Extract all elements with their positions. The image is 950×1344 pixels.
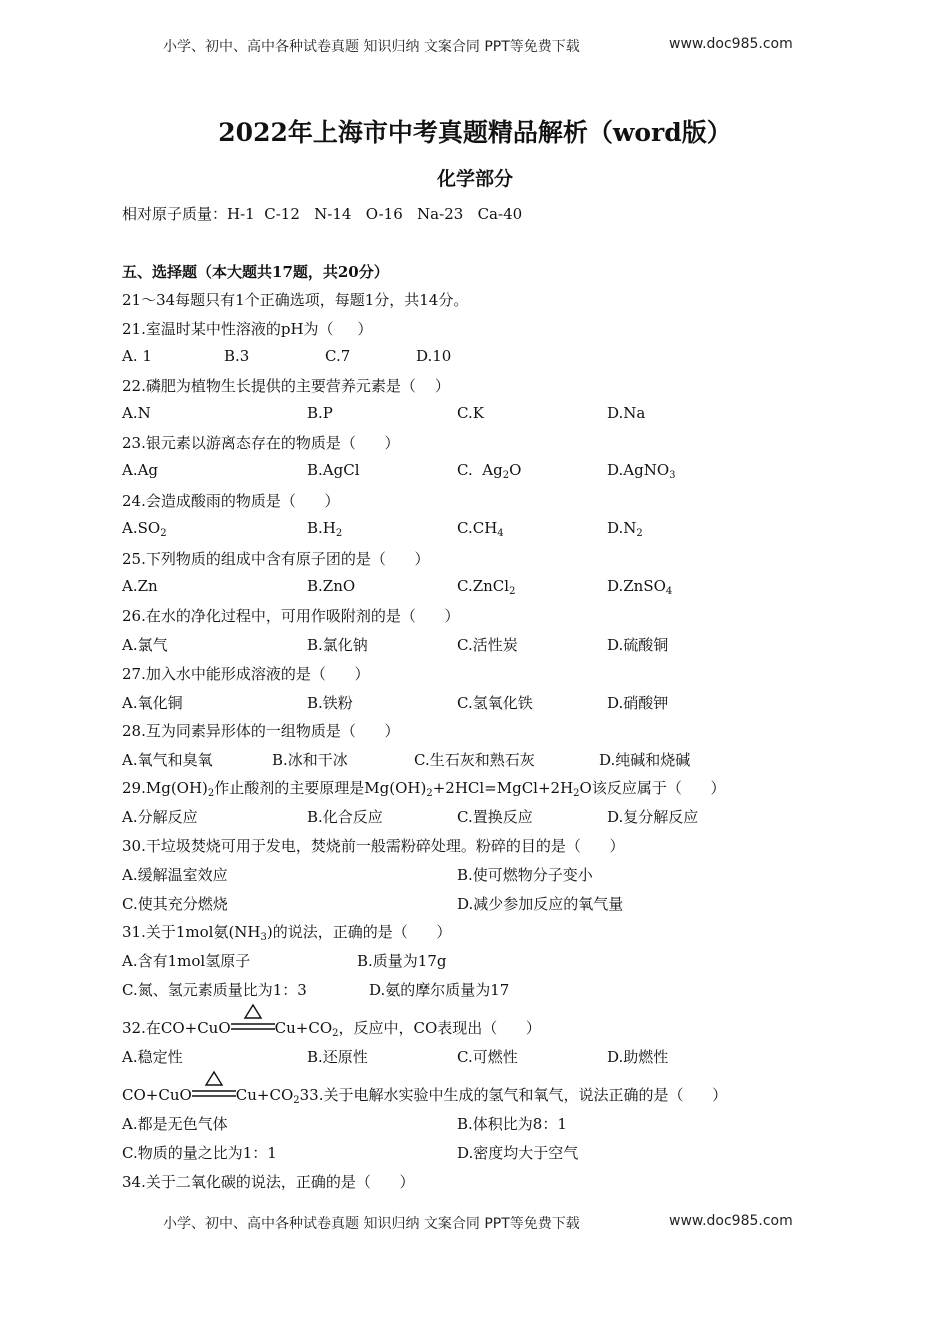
footer-text: 小学、初中、高中各种试卷真题 知识归纳 文案合同 PPT等免费下载 — [163, 1216, 580, 1232]
q28-option-a: A.氧气和臭氧 — [122, 751, 213, 769]
q28-option-b: B.冰和干冰 — [272, 751, 348, 769]
q33-stem: CO+CuO $Cu+CO_233$.关于电解水实验中生成的氢气和氧气，说法正确的是（ ） — [122, 1084, 727, 1106]
q27-option-c: C.氢氧化铁 — [457, 694, 533, 712]
q29-option-a: A.分解反应 — [122, 808, 198, 826]
q25-option-a: A.Zn — [122, 577, 158, 595]
q30-option-c: C.使其充分燃烧 — [122, 895, 228, 913]
q21-option-d: D.10 — [416, 347, 452, 365]
q21-option-c: C.7 — [325, 347, 351, 365]
q31-option-d: D.氨的摩尔质量为17 — [369, 981, 510, 999]
q25-option-c: C.ZnCl$_2$ — [457, 577, 516, 597]
section-note: 21～34每题只有1个正确选项，每题1分，共14分。 — [122, 291, 469, 309]
footer-url: www.doc985.com — [669, 1213, 793, 1229]
q24-option-c: $C.CH_4$ — [457, 519, 504, 539]
q21-stem: 21.室温时某中性溶液的pH为（ ） — [122, 320, 373, 338]
q29-stem: $29.Mg(OH)_2$作止酸剂的主要原理是$Mg(OH)_2+2HCl=MgCl+2H_2O$该反应属于（ ） — [122, 779, 726, 799]
heat-condition-symbol — [231, 1021, 275, 1033]
q29-option-b: B.化合反应 — [307, 808, 383, 826]
q22-option-a: A.N — [122, 404, 151, 422]
q21-option-a: A. 1 — [122, 347, 152, 365]
q26-option-b: B.氯化钠 — [307, 636, 368, 654]
q32-option-d: D.助燃性 — [607, 1048, 669, 1066]
q33-option-b: B.体积比为8：1 — [457, 1115, 567, 1133]
q27-option-d: D.硝酸钾 — [607, 694, 669, 712]
heat-condition-symbol — [192, 1088, 236, 1100]
q25-stem: 25.下列物质的组成中含有原子团的是（ ） — [122, 550, 430, 568]
q26-stem: 26.在水的净化过程中，可用作吸附剂的是（ ） — [122, 607, 460, 625]
q22-option-d: D.Na — [607, 404, 646, 422]
q25-option-d: D.ZnSO$_4$ — [607, 577, 673, 597]
header-text: 小学、初中、高中各种试卷真题 知识归纳 文案合同 PPT等免费下载 — [163, 39, 580, 55]
q21-option-b: B.3 — [224, 347, 250, 365]
q24-stem: 24.会造成酸雨的物质是（ ） — [122, 492, 340, 510]
q31-option-a: A.含有1mol氢原子 — [122, 952, 251, 970]
atomic-masses: 相对原子质量：H-1 C-12 N-14 O-16 Na-23 Ca-40 — [122, 205, 523, 223]
q22-stem: 22.磷肥为植物生长提供的主要营养元素是（ ） — [122, 377, 450, 395]
q32-option-b: B.还原性 — [307, 1048, 368, 1066]
q23-option-d: D.AgNO$_3$ — [607, 461, 676, 481]
q23-option-a: A.Ag — [122, 461, 159, 479]
section-heading: 五、选择题（本大题共17题，共20分） — [122, 263, 389, 281]
q26-option-c: C.活性炭 — [457, 636, 518, 654]
q31-stem: 31.关于1mol氨$(NH_3)$的说法，正确的是（ ） — [122, 923, 452, 943]
q24-option-b: $B.H_2$ — [307, 519, 343, 539]
q23-option-c: C. $Ag_2O$ — [457, 461, 522, 481]
q28-option-d: D.纯碱和烧碱 — [599, 751, 691, 769]
q22-option-b: B.P — [307, 404, 333, 422]
page-title: 2022年上海市中考真题精品解析（word版） — [218, 118, 732, 147]
q29-option-d: D.复分解反应 — [607, 808, 699, 826]
q33-option-a: A.都是无色气体 — [122, 1115, 228, 1133]
q23-stem: 23.银元素以游离态存在的物质是（ ） — [122, 434, 400, 452]
header-url: www.doc985.com — [669, 36, 793, 52]
q31-option-c: C.氮、氢元素质量比为1：3 — [122, 981, 307, 999]
q32-option-a: A.稳定性 — [122, 1048, 183, 1066]
q34-stem: 34.关于二氧化碳的说法，正确的是（ ） — [122, 1173, 415, 1191]
q27-option-a: A.氧化铜 — [122, 694, 183, 712]
q32-stem: 32.在CO+CuO $Cu+CO_2$，反应中，CO表现出（ ） — [122, 1017, 541, 1039]
q28-option-c: C.生石灰和熟石灰 — [414, 751, 535, 769]
q33-option-d: D.密度均大于空气 — [457, 1144, 579, 1162]
q24-option-a: $A.SO_2$ — [122, 519, 167, 539]
q25-option-b: B.ZnO — [307, 577, 356, 595]
q27-option-b: B.铁粉 — [307, 694, 353, 712]
q30-option-d: D.减少参加反应的氧气量 — [457, 895, 624, 913]
q23-option-b: B.AgCl — [307, 461, 360, 479]
q30-option-a: A.缓解温室效应 — [122, 866, 228, 884]
q26-option-a: A.氯气 — [122, 636, 168, 654]
q30-option-b: B.使可燃物分子变小 — [457, 866, 593, 884]
q24-option-d: $D.N_2$ — [607, 519, 643, 539]
q33-option-c: C.物质的量之比为1：1 — [122, 1144, 277, 1162]
q22-option-c: C.K — [457, 404, 484, 422]
q31-option-b: B.质量为17g — [357, 952, 447, 970]
page-subtitle: 化学部分 — [436, 168, 513, 190]
q32-option-c: C.可燃性 — [457, 1048, 518, 1066]
q30-stem: 30.干垃圾焚烧可用于发电，焚烧前一般需粉碎处理。粉碎的目的是（ ） — [122, 837, 625, 855]
q27-stem: 27.加入水中能形成溶液的是（ ） — [122, 665, 370, 683]
q29-option-c: C.置换反应 — [457, 808, 533, 826]
q26-option-d: D.硫酸铜 — [607, 636, 669, 654]
q28-stem: 28.互为同素异形体的一组物质是（ ） — [122, 722, 400, 740]
